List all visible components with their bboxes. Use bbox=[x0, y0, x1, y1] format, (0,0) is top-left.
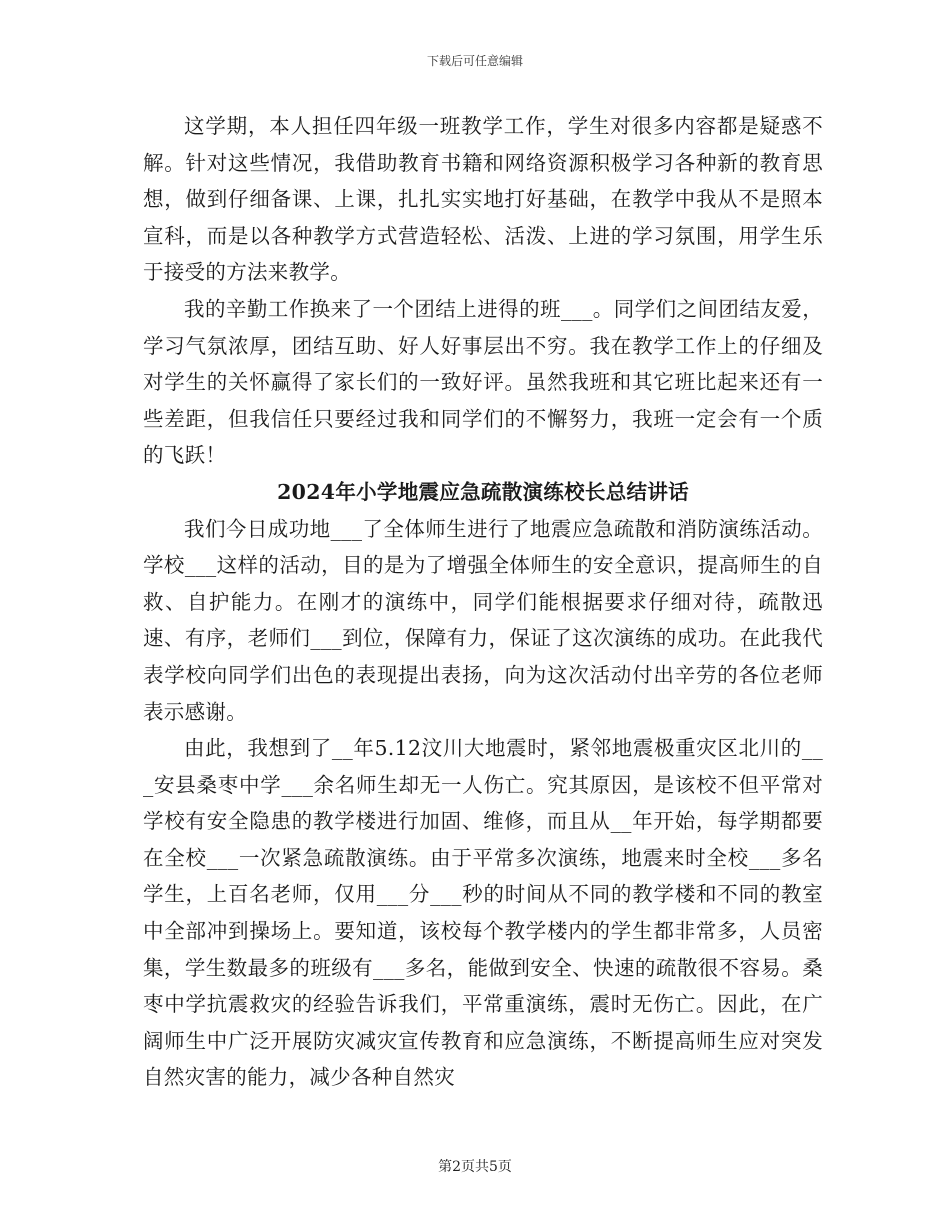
paragraph-drill-summary: 我们今日成功地___了全体师生进行了地震应急疏散和消防演练活动。学校___这样的活动，目的是为了增强全体师生的安全意识，提高师生的自救、自护能力。在刚才的演练中，同学们能根据要求仔细对待，疏散迅速、有序，老师们___到位，保障有力，保证了这次演练的成功。在此我代表学校向同学们出色的表现提出表扬，向为这次活动付出辛劳的各位老师表示感谢。 bbox=[143, 516, 823, 724]
paragraph-teaching-work: 这学期，本人担任四年级一班教学工作，学生对很多内容都是疑惑不解。针对这些情况，我借助教育书籍和网络资源积极学习各种新的教育思想，做到仔细备课、上课，扎扎实实地打好基础，在教学中我从不是照本宣科，而是以各种教学方式营造轻松、活泼、上进的学习氛围，用学生乐于接受的方法来教学。 bbox=[143, 114, 823, 285]
page-header-note: 下载后可任意编辑 bbox=[426, 54, 523, 68]
paragraph-sangzao-example: 由此，我想到了__年5.12汶川大地震时，紧邻地震极重灾区北川的___安县桑枣中学___余名师生却无一人伤亡。究其原因，是该校不但平常对学校有安全隐患的教学楼进行加固、维修，而且从__年开始，每学期都要在全校___一次紧急疏散演练。由于平常多次演练，地震来时全校___多名学生，上百名老师，仅用___分___秒的时间从不同的教学楼和不同的教室中全部冲到操场上。要知道，该校每个教学楼内的学生都非常多，人员密集，学生数最多的班级有___多名，能做到安全、快速的疏散很不容易。桑枣中学抗震救灾的经验告诉我们，平常重演练，震时无伤亡。因此，在广阔师生中广泛开展防灾减灾宣传教育和应急演练，不断提高师生应对突发自然灾害的能力，减少各种自然灾 bbox=[143, 736, 823, 1090]
page-number: 第2页共5页 bbox=[438, 1159, 512, 1175]
paragraph-class-results: 我的辛勤工作换来了一个团结上进得的班___。同学们之间团结友爱，学习气氛浓厚，团结互助、好人好事层出不穷。我在教学工作上的仔细及对学生的关怀赢得了家长们的一致好评。虽然我班和其它班比起来还有一些差距，但我信任只要经过我和同学们的不懈努力，我班一定会有一个质的飞跃！ bbox=[143, 296, 823, 468]
document-title: 2024年小学地震应急疏散演练校长总结讲话 bbox=[277, 479, 689, 504]
document-body bbox=[143, 108, 823, 1096]
